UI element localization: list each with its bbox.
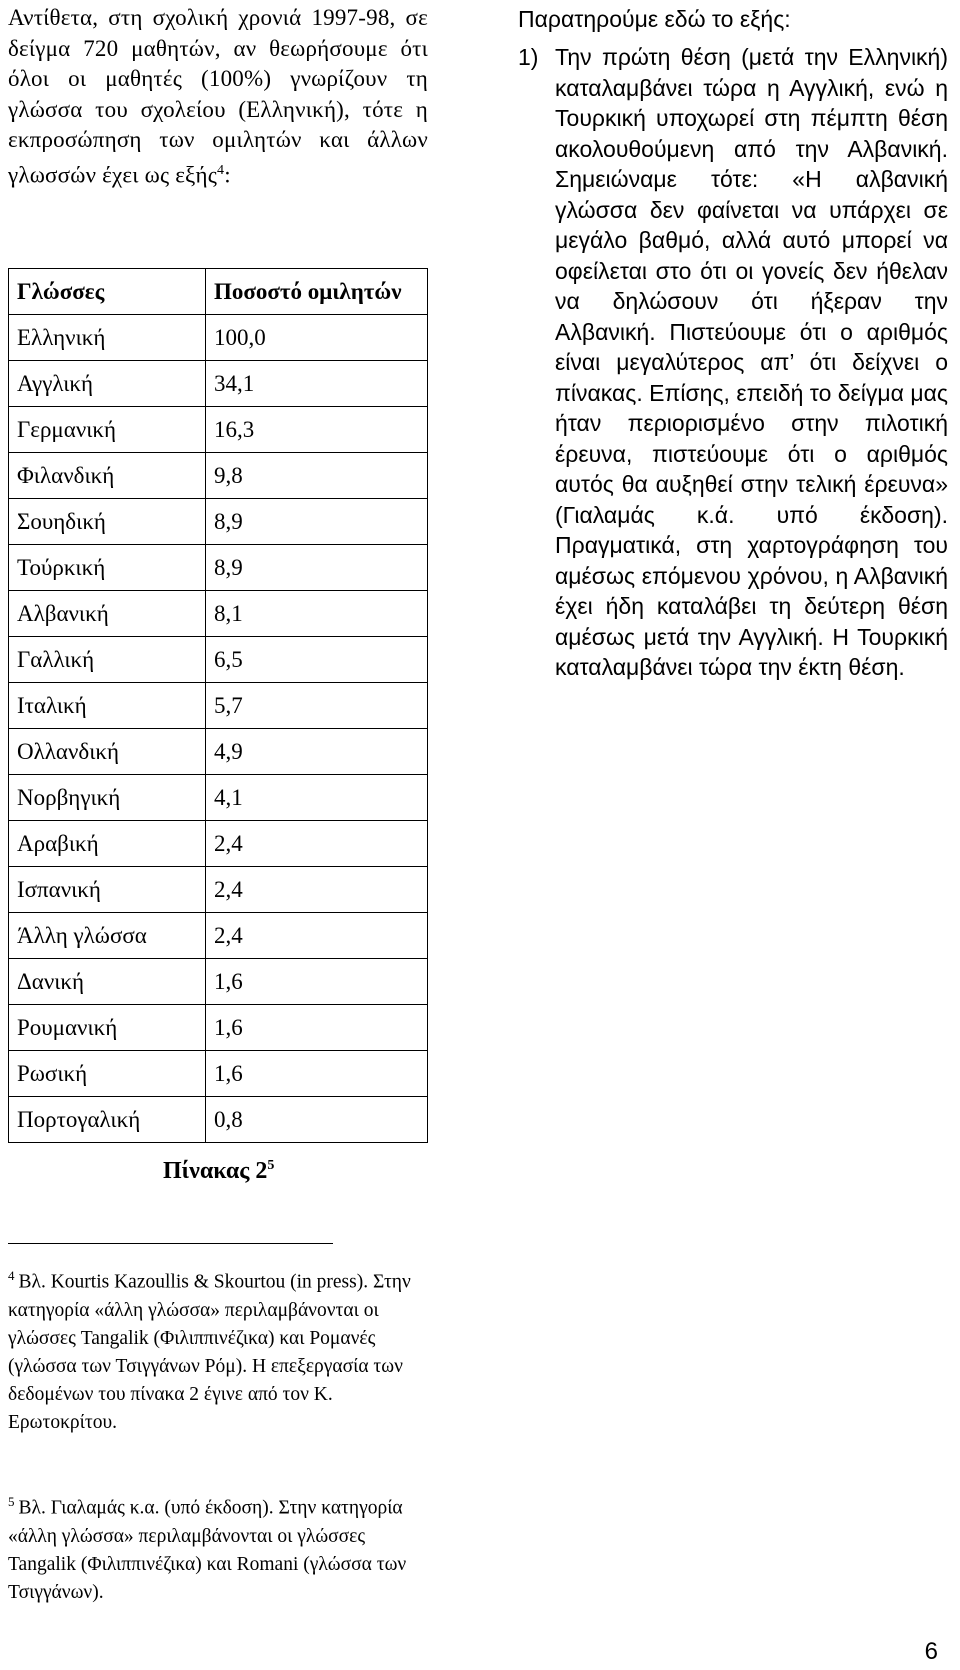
table-row [9,315,428,361]
language-cell: Πορτογαλική [9,1097,206,1143]
footnote-mark: 5 [8,1494,15,1509]
table-row [9,729,428,775]
language-cell: Τούρκική [9,545,206,591]
percentage-cell: 8,9 [206,545,428,591]
language-cell: Γαλλική [9,637,206,683]
language-cell: Αλβανική [9,591,206,637]
percentage-cell: 6,5 [206,637,428,683]
language-cell: Δανική [9,959,206,1005]
language-cell: Φιλανδική [9,453,206,499]
language-cell: Αραβική [9,821,206,867]
point-text: Την πρώτη θέση (μετά την Ελληνική) καταλαμβάνει τώρα η Αγγλική, ενώ η Τουρκική υποχωρεί στη πέμπτη θέση ακολουθούμενη από την Αλβανική. Σημειώναμε τότε: «Η αλβανική γλώσσα δεν φαίνεται να υπάρχει σε μεγάλο βαθμό, αλλά αυτό μπορεί να οφείλεται στο ότι οι γονείς δεν ήθελαν να δηλώσουν ότι ήξεραν την Αλβανική. Πιστεύουμε ότι ο αριθμός είναι μεγαλύτερος απ’ ότι δείχνει ο πίνακας. Επίσης, επειδή το δείγμα μας ήταν περιορισμένο στην πιλοτική έρευνα, πιστεύουμε ότι ο αριθμός αυτός θα αυξηθεί στην τελική έρευνα» (Γιαλαμάς κ.ά. υπό έκδοση). Πραγματικά, στη χαρτογράφηση του αμέσως επόμενου χρόνου, η Αλβανική έχει ήδη καταλάβει τη δεύτερη θέση αμέσως μετά την Αγγλική. Η Τουρκική καταλαμβάνει τώρα την έκτη θέση. [555,44,948,680]
table-header-row [9,269,428,315]
language-cell: Γερμανική [9,407,206,453]
table-row [9,821,428,867]
languages-table [8,268,428,1143]
language-cell: Ολλανδική [9,729,206,775]
footnote-separator [8,1243,333,1244]
language-cell: Άλλη γλώσσα [9,913,206,959]
table-row [9,913,428,959]
table-row [9,1097,428,1143]
table-row [9,591,428,637]
intro-tail: : [224,162,231,188]
observation-point-1 [518,42,948,683]
table-row [9,407,428,453]
table-caption [163,1158,274,1185]
intro-paragraph [8,0,428,191]
percentage-cell: 2,4 [206,821,428,867]
table-row [9,637,428,683]
language-cell: Νορβηγική [9,775,206,821]
table-row [9,545,428,591]
percentage-cell: 34,1 [206,361,428,407]
footnote-mark: 4 [8,1268,15,1283]
footnote-ref-5: 5 [267,1158,275,1173]
footnote-text: Βλ. Γιαλαμάς κ.α. (υπό έκδοση). Στην κατηγορία «άλλη γλώσσα» περιλαμβάνονται οι γλώσσες Tangalik (Φιλιππινέζικα) και Romani (γλώσσα των Τσιγγάνων). [8,1497,407,1603]
table-body [9,315,428,1143]
percentage-cell: 4,9 [206,729,428,775]
percentage-cell: 8,1 [206,591,428,637]
table-row [9,1051,428,1097]
language-cell: Ισπανική [9,867,206,913]
footnote-5 [8,1488,423,1607]
percentage-cell: 2,4 [206,913,428,959]
header-languages: Γλώσσες [9,269,206,315]
language-cell: Αγγλική [9,361,206,407]
table-row [9,683,428,729]
percentage-cell: 1,6 [206,959,428,1005]
table-row [9,453,428,499]
table-row [9,775,428,821]
percentage-cell: 9,8 [206,453,428,499]
language-cell: Ελληνική [9,315,206,361]
percentage-cell: 0,8 [206,1097,428,1143]
header-percentage: Ποσοστό ομιλητών [206,269,428,315]
caption-text: Πίνακας 2 [163,1158,268,1184]
table-row [9,499,428,545]
percentage-cell: 1,6 [206,1051,428,1097]
observations-heading: Παρατηρούμε εδώ το εξής: [518,6,791,32]
footnote-ref-4: 4 [217,162,225,178]
footnote-4 [8,1262,423,1437]
percentage-cell: 2,4 [206,867,428,913]
language-cell: Ιταλική [9,683,206,729]
percentage-cell: 5,7 [206,683,428,729]
language-cell: Σουηδική [9,499,206,545]
footnote-text: Βλ. Kourtis Kazoullis & Skourtou (in press). Στην κατηγορία «άλλη γλώσσα» περιλαμβάνονται οι γλώσσες Tangalik (Φιλιππινέζικα) και Ρομανές (γλώσσα των Τσιγγάνων Ρόμ). Η επεξεργασία των δεδομένων του πίνακα 2 έγινε από τον Κ. Ερωτοκρίτου. [8,1271,411,1433]
percentage-cell: 16,3 [206,407,428,453]
language-cell: Ρουμανική [9,1005,206,1051]
table-row [9,361,428,407]
table-row [9,1005,428,1051]
percentage-cell: 8,9 [206,499,428,545]
percentage-cell: 100,0 [206,315,428,361]
intro-text: Αντίθετα, στη σχολική χρονιά 1997-98, σε δείγμα 720 μαθητών, αν θεωρήσουμε ότι όλοι οι μαθητές (100%) γνωρίζουν τη γλώσσα του σχολείου (Ελληνική), τότε η εκπροσώπηση των ομιλητών και άλλων γλωσσών έχει ως εξής [8,5,428,188]
right-column [518,0,948,683]
language-cell: Ρωσική [9,1051,206,1097]
percentage-cell: 1,6 [206,1005,428,1051]
page-number: 6 [924,1638,938,1665]
point-number: 1) [518,44,539,70]
left-column [8,0,428,1132]
table-row [9,867,428,913]
percentage-cell: 4,1 [206,775,428,821]
table-row [9,959,428,1005]
